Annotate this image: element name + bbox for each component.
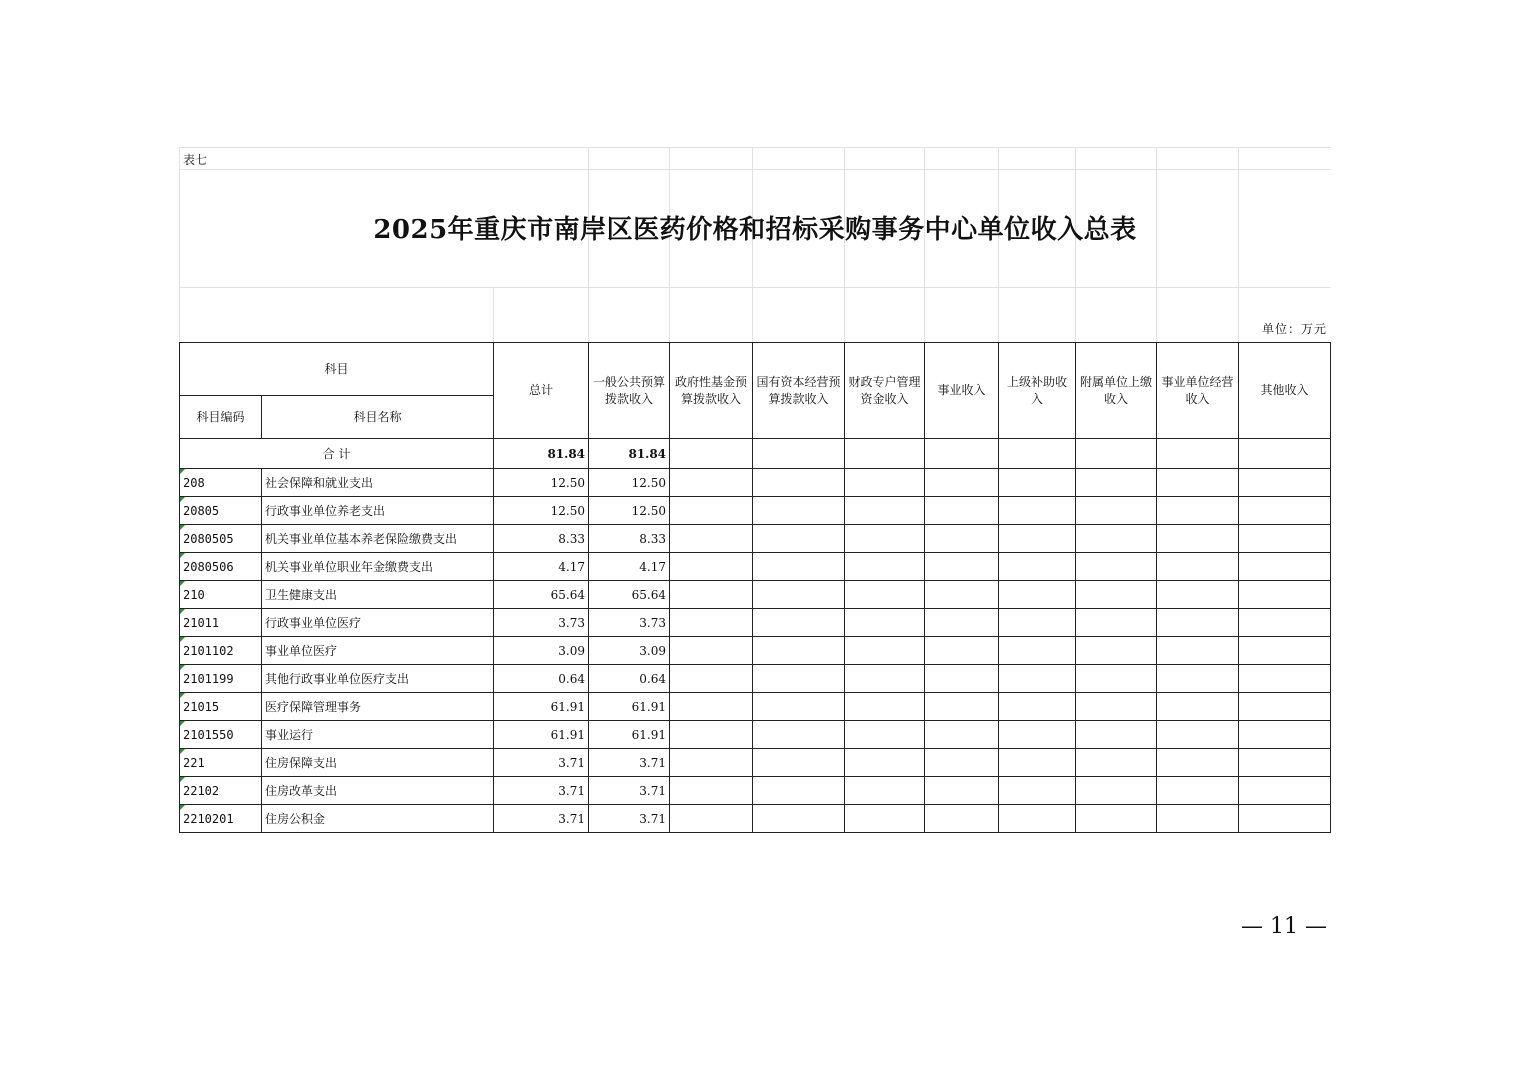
empty-cell <box>925 721 999 749</box>
empty-cell <box>925 777 999 805</box>
empty-cell <box>1076 805 1157 833</box>
row-code: 2101199 <box>180 665 262 693</box>
empty-cell <box>1076 497 1157 525</box>
empty-cell <box>999 469 1076 497</box>
grid-line <box>179 147 1331 148</box>
empty-cell <box>1239 525 1331 553</box>
row-code: 2101550 <box>180 721 262 749</box>
income-table <box>179 342 1331 833</box>
empty-cell <box>925 609 999 637</box>
row-name: 行政事业单位医疗 <box>262 609 494 637</box>
row-code: 20805 <box>180 497 262 525</box>
header-business-operation: 事业单位经营收入 <box>1157 343 1239 439</box>
empty-cell <box>845 581 925 609</box>
table-row <box>180 609 1331 637</box>
empty-cell <box>1076 665 1157 693</box>
empty-cell <box>925 665 999 693</box>
row-code: 2080506 <box>180 553 262 581</box>
empty-cell <box>1076 469 1157 497</box>
empty-cell <box>999 805 1076 833</box>
empty-cell <box>845 749 925 777</box>
empty-cell <box>1076 693 1157 721</box>
empty-cell <box>845 553 925 581</box>
empty-cell <box>845 777 925 805</box>
grid-line <box>493 287 494 342</box>
empty-cell <box>845 693 925 721</box>
header-state-capital: 国有资本经营预算拨款收入 <box>753 343 845 439</box>
page-number: — 11 — <box>1241 914 1327 939</box>
row-total: 0.64 <box>494 665 589 693</box>
empty-cell <box>1239 665 1331 693</box>
row-total: 4.17 <box>494 553 589 581</box>
header-gov-fund: 政府性基金预算拨款收入 <box>670 343 753 439</box>
row-total: 8.33 <box>494 525 589 553</box>
table-row <box>180 749 1331 777</box>
row-general: 65.64 <box>589 581 670 609</box>
empty-cell <box>845 609 925 637</box>
empty-cell <box>1239 581 1331 609</box>
row-total: 3.09 <box>494 637 589 665</box>
row-name: 其他行政事业单位医疗支出 <box>262 665 494 693</box>
empty-cell <box>1239 553 1331 581</box>
grid-line <box>179 287 1331 288</box>
table-row <box>180 665 1331 693</box>
empty-cell <box>753 721 845 749</box>
empty-cell <box>925 553 999 581</box>
empty-cell <box>1076 581 1157 609</box>
empty-cell <box>845 469 925 497</box>
empty-cell <box>1239 805 1331 833</box>
table-row <box>180 469 1331 497</box>
empty-cell <box>753 749 845 777</box>
empty-cell <box>670 749 753 777</box>
empty-cell <box>670 637 753 665</box>
empty-cell <box>1157 777 1239 805</box>
row-total: 12.50 <box>494 497 589 525</box>
empty-cell <box>925 581 999 609</box>
row-total: 12.50 <box>494 469 589 497</box>
empty-cell <box>670 497 753 525</box>
empty-cell <box>999 749 1076 777</box>
empty-cell <box>999 497 1076 525</box>
empty-cell <box>753 609 845 637</box>
header-total: 总计 <box>494 343 589 439</box>
empty-cell <box>845 665 925 693</box>
empty-cell <box>670 553 753 581</box>
row-general: 61.91 <box>589 721 670 749</box>
header-general-budget: 一般公共预算拨款收入 <box>589 343 670 439</box>
empty-cell <box>999 693 1076 721</box>
row-code: 208 <box>180 469 262 497</box>
total-general-value: 81.84 <box>589 439 670 469</box>
row-code: 2080505 <box>180 525 262 553</box>
empty-cell <box>753 665 845 693</box>
total-value: 81.84 <box>494 439 589 469</box>
empty-cell <box>1239 721 1331 749</box>
empty-cell <box>1076 637 1157 665</box>
header-superior-subsidy: 上级补助收入 <box>999 343 1076 439</box>
empty-cell <box>1157 805 1239 833</box>
header-business-income: 事业收入 <box>925 343 999 439</box>
empty-cell <box>925 805 999 833</box>
table-row <box>180 553 1331 581</box>
empty-cell <box>670 777 753 805</box>
row-name: 机关事业单位职业年金缴费支出 <box>262 553 494 581</box>
empty-cell <box>1157 721 1239 749</box>
row-general: 3.71 <box>589 777 670 805</box>
table-row <box>180 497 1331 525</box>
empty-cell <box>1076 749 1157 777</box>
empty-cell <box>925 693 999 721</box>
row-code: 2101102 <box>180 637 262 665</box>
empty-cell <box>1076 777 1157 805</box>
row-name: 社会保障和就业支出 <box>262 469 494 497</box>
row-general: 12.50 <box>589 469 670 497</box>
empty-cell <box>670 805 753 833</box>
empty-cell <box>1157 749 1239 777</box>
empty-cell <box>1157 553 1239 581</box>
empty-cell <box>753 553 845 581</box>
row-general: 3.09 <box>589 637 670 665</box>
header-fiscal-special: 财政专户管理资金收入 <box>845 343 925 439</box>
empty-cell <box>670 581 753 609</box>
row-name: 行政事业单位养老支出 <box>262 497 494 525</box>
row-code: 210 <box>180 581 262 609</box>
empty-cell <box>753 497 845 525</box>
empty-cell <box>999 637 1076 665</box>
empty-cell <box>1157 637 1239 665</box>
empty-cell <box>1076 609 1157 637</box>
row-name: 卫生健康支出 <box>262 581 494 609</box>
empty-cell <box>845 525 925 553</box>
header-code: 科目编码 <box>180 396 262 439</box>
empty-cell <box>670 525 753 553</box>
empty-cell <box>1239 777 1331 805</box>
row-general: 3.71 <box>589 749 670 777</box>
row-general: 61.91 <box>589 693 670 721</box>
empty-cell <box>1239 469 1331 497</box>
empty-cell <box>845 637 925 665</box>
row-name: 医疗保障管理事务 <box>262 693 494 721</box>
row-code: 21015 <box>180 693 262 721</box>
empty-cell <box>999 665 1076 693</box>
empty-cell <box>999 609 1076 637</box>
row-name: 事业运行 <box>262 721 494 749</box>
row-code: 221 <box>180 749 262 777</box>
row-general: 8.33 <box>589 525 670 553</box>
table-label: 表七 <box>183 153 208 167</box>
empty-cell <box>999 525 1076 553</box>
empty-cell <box>845 497 925 525</box>
page-title: 2025年重庆市南岸区医药价格和招标采购事务中心单位收入总表 <box>373 215 1137 245</box>
empty-cell <box>925 637 999 665</box>
table-row <box>180 693 1331 721</box>
row-general: 12.50 <box>589 497 670 525</box>
unit-label: 单位：万元 <box>1261 322 1327 336</box>
row-total: 65.64 <box>494 581 589 609</box>
empty-cell <box>753 805 845 833</box>
table-row <box>180 721 1331 749</box>
empty-cell <box>999 581 1076 609</box>
row-code: 21011 <box>180 609 262 637</box>
row-code: 22102 <box>180 777 262 805</box>
empty-cell <box>999 553 1076 581</box>
empty-cell <box>1239 609 1331 637</box>
empty-cell <box>1157 665 1239 693</box>
empty-cell <box>1157 693 1239 721</box>
empty-cell <box>670 721 753 749</box>
header-name: 科目名称 <box>262 396 494 439</box>
empty-cell <box>1076 721 1157 749</box>
row-total: 3.71 <box>494 749 589 777</box>
empty-cell <box>670 609 753 637</box>
table-row <box>180 637 1331 665</box>
empty-cell <box>753 693 845 721</box>
row-general: 4.17 <box>589 553 670 581</box>
empty-cell <box>925 469 999 497</box>
row-name: 机关事业单位基本养老保险缴费支出 <box>262 525 494 553</box>
empty-cell <box>845 805 925 833</box>
empty-cell <box>1076 553 1157 581</box>
empty-cell <box>670 469 753 497</box>
table-row <box>180 805 1331 833</box>
table-row <box>180 581 1331 609</box>
empty-cell <box>845 721 925 749</box>
empty-cell <box>1157 609 1239 637</box>
table-row <box>180 777 1331 805</box>
empty-cell <box>1157 581 1239 609</box>
empty-cell <box>925 749 999 777</box>
empty-cell <box>925 525 999 553</box>
row-code: 2210201 <box>180 805 262 833</box>
empty-cell <box>1157 525 1239 553</box>
empty-cell <box>753 777 845 805</box>
row-general: 3.71 <box>589 805 670 833</box>
empty-cell <box>670 693 753 721</box>
empty-cell <box>1239 637 1331 665</box>
spreadsheet-page <box>179 147 1331 837</box>
row-name: 住房改革支出 <box>262 777 494 805</box>
row-total: 61.91 <box>494 721 589 749</box>
empty-cell <box>753 637 845 665</box>
row-name: 住房公积金 <box>262 805 494 833</box>
row-name: 事业单位医疗 <box>262 637 494 665</box>
empty-cell <box>999 721 1076 749</box>
row-name: 住房保障支出 <box>262 749 494 777</box>
empty-cell <box>1239 693 1331 721</box>
row-general: 0.64 <box>589 665 670 693</box>
empty-cell <box>1157 469 1239 497</box>
empty-cell <box>925 497 999 525</box>
empty-cell <box>753 469 845 497</box>
empty-cell <box>1239 749 1331 777</box>
header-other-income: 其他收入 <box>1239 343 1331 439</box>
total-row <box>180 439 1331 469</box>
empty-cell <box>999 777 1076 805</box>
total-label: 合 计 <box>180 439 494 469</box>
header-affiliated-remit: 附属单位上缴收入 <box>1076 343 1157 439</box>
empty-cell <box>670 665 753 693</box>
row-total: 3.71 <box>494 805 589 833</box>
empty-cell <box>1239 497 1331 525</box>
row-total: 61.91 <box>494 693 589 721</box>
empty-cell <box>753 525 845 553</box>
table-row <box>180 525 1331 553</box>
grid-line <box>179 169 1331 170</box>
row-total: 3.73 <box>494 609 589 637</box>
row-general: 3.73 <box>589 609 670 637</box>
row-total: 3.71 <box>494 777 589 805</box>
empty-cell <box>753 581 845 609</box>
empty-cell <box>1157 497 1239 525</box>
header-subject: 科目 <box>180 343 494 396</box>
empty-cell <box>1076 525 1157 553</box>
